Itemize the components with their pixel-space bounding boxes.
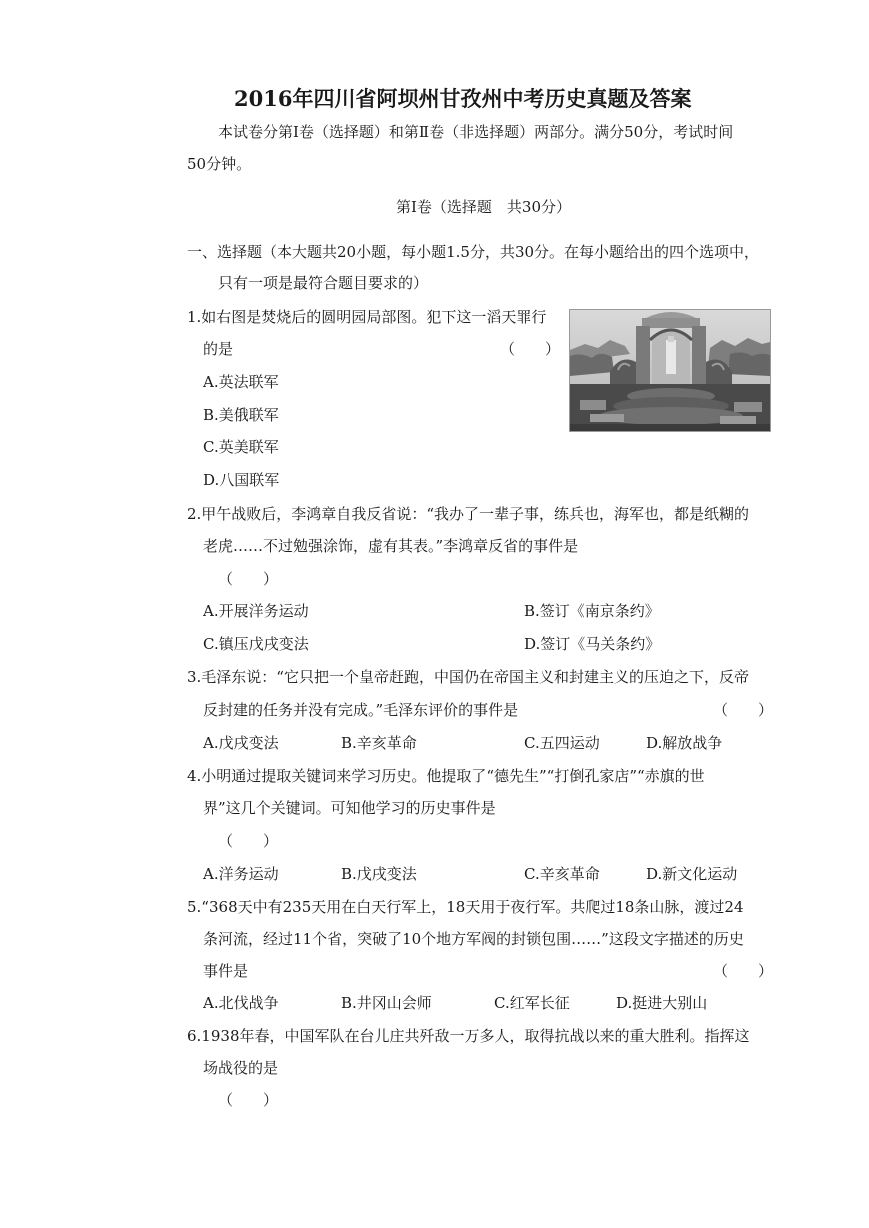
document-title: 2016年四川省阿坝州甘孜州中考历史真题及答案 [234,86,692,111]
yuanmingyuan-ruins-photo [569,309,771,432]
question-5-option-c: C.红军长征 [494,994,570,1012]
section-title: 第Ⅰ卷（选择题 共30分） [396,198,572,216]
question-4-stem-line-2: 界”这几个关键词。可知他学习的历史事件是 [203,799,496,817]
question-5-option-a: A.北伐战争 [203,994,279,1012]
question-2-stem-line-1: 2.甲午战败后，李鸿章自我反省说：“我办了一辈子事，练兵也，海军也，都是纸糊的 [187,505,749,523]
question-3-stem-line-2: 反封建的任务并没有完成。”毛泽东评价的事件是 [203,701,519,719]
question-2-stem-line-2: 老虎……不过勉强涂饰，虚有其表。”李鸿章反省的事件是 [203,537,579,555]
question-2-option-d: D.签订《马关条约》 [524,635,661,653]
part-heading-line-2: 只有一项是最符合题目要求的） [218,274,429,292]
part-heading-line-1: 一、选择题（本大题共20小题，每小题1.5分，共30分。在每小题给出的四个选项中， [187,243,760,261]
question-1-answer-bracket: （ ） [500,340,561,358]
question-3-option-d: D.解放战争 [646,734,723,752]
question-5-option-d: D.挺进大别山 [616,994,708,1012]
question-6-stem-line-1: 6.1938年春，中国军队在台儿庄共歼敌一万多人，取得抗战以来的重大胜利。指挥这 [187,1027,750,1045]
question-5-stem-line-2: 条河流，经过11个省，突破了10个地方军阀的封锁包围……”这段文字描述的历史 [203,930,744,948]
question-4-stem-line-1: 4.小明通过提取关键词来学习历史。他提取了“德先生”“打倒孔家店”“赤旗的世 [187,767,705,785]
question-4-option-d: D.新文化运动 [646,865,738,883]
intro-line-1: 本试卷分第Ⅰ卷（选择题）和第Ⅱ卷（非选择题）两部分。满分50分，考试时间 [218,123,734,141]
question-5-stem-line-3: 事件是 [203,962,249,980]
question-1-option-d: D.八国联军 [203,471,280,489]
question-6-answer-bracket: （ ） [218,1091,279,1109]
question-2-option-a: A.开展洋务运动 [203,602,309,620]
question-3-answer-bracket: （ ） [713,701,774,719]
question-4-option-b: B.戊戌变法 [341,865,417,883]
question-5-stem-line-1: 5.“368天中有235天用在白天行军上，18天用于夜行军。共爬过18条山脉，渡过24 [187,898,744,916]
question-6-stem-line-2: 场战役的是 [203,1059,279,1077]
question-1-stem-line-2: 的是 [203,340,234,358]
question-5-option-b: B.井冈山会师 [341,994,432,1012]
question-2-answer-bracket: （ ） [218,570,279,588]
question-3-stem-line-1: 3.毛泽东说：“它只把一个皇帝赶跑，中国仍在帝国主义和封建主义的压迫之下，反帝 [187,668,749,686]
question-5-answer-bracket: （ ） [713,962,774,980]
question-4-answer-bracket: （ ） [218,832,279,850]
question-1-option-c: C.英美联军 [203,438,279,456]
question-1-stem-line-1: 1.如右图是焚烧后的圆明园局部图。犯下这一滔天罪行 [187,308,547,326]
question-2-option-b: B.签订《南京条约》 [524,602,660,620]
question-3-option-a: A.戊戌变法 [203,734,279,752]
question-4-option-c: C.辛亥革命 [524,865,600,883]
question-4-option-a: A.洋务运动 [203,865,279,883]
question-3-option-c: C.五四运动 [524,734,600,752]
question-1-option-b: B.美俄联军 [203,406,279,424]
question-3-option-b: B.辛亥革命 [341,734,417,752]
intro-line-2: 50分钟。 [187,155,252,173]
question-1-option-a: A.英法联军 [203,373,279,391]
question-2-option-c: C.镇压戊戌变法 [203,635,309,653]
